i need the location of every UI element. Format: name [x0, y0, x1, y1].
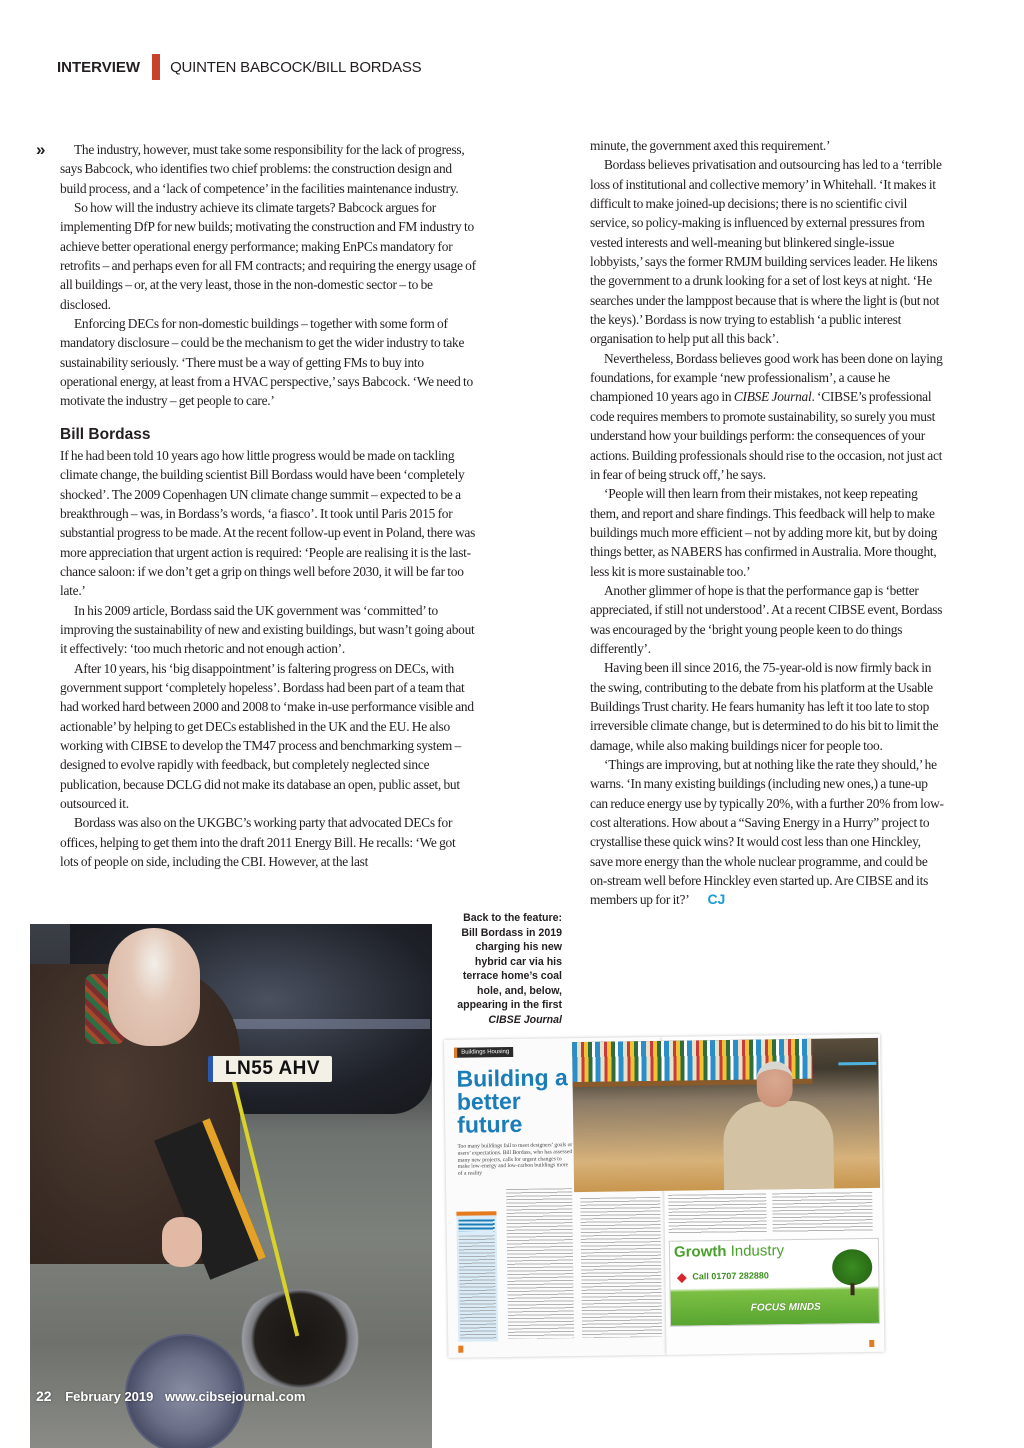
page-marker [869, 1340, 874, 1347]
main-photo [30, 924, 432, 1448]
number-plate: LN55 AHV [208, 1056, 332, 1082]
paragraph: In his 2009 article, Bordass said the UK government was ‘committed’ to improving the sustainability of new and existing buildings, but wasn’t going about it effectively: ‘too much rhetoric and not enough action’. [60, 602, 475, 657]
inset-body-text [668, 1193, 767, 1234]
inset-portrait-photo [572, 1038, 880, 1192]
inset-section-tag: Buildings Housing [454, 1047, 513, 1058]
paragraph: Bordass was also on the UKGBC’s working party that advocated DECs for offices, helping to get them into the draft 2011 Energy Bill. He recalls: ‘We got lots of people on side, including the CBI. However, at the last [60, 815, 456, 870]
paragraph: Enforcing DECs for non-domestic buildings – together with some form of mandatory disclosure – could be the mechanism to get the wider industry to take sustainability seriously. ‘There must be a way of getting FMs to buy into operational energy, at least from a HVAC perspective,’ says Babcock. ‘We need to motivate the industry – get people to care.’ [60, 316, 473, 409]
portrait-face [756, 1061, 793, 1107]
paragraph: Bordass believes privatisation and outsourcing has led to a ‘terrible loss of institutional and collective memory’ in Whitehall. ‘It makes it difficult to make joined-up decisions; there is no scientific civil service, so policy-making is influenced by external pressures from vested interests and well-meaning but blinkered single-issue lobbyists,’ says the former RMJM building services leader. He likens the government to a drunk looking for a set of lost keys at night. ‘He searches under the lamppost because that is where the light is (but not the keys).’ Bordass is now trying to establish ‘a public interest organisation to help put all this back’. [590, 157, 942, 347]
sidebar-text-lines [459, 1235, 496, 1339]
text-run: ‘Things are improving, but at nothing like the rate they should,’ he warns. ‘In many existing buildings (including new ones,) a tune-up can reduce energy use by typically 20%, with a further 20% from low-cost alterations. How about a “Saving Energy in a Hurry” project to crystallise these quick wins? It would cost less than one Hinckley, save more energy than the whole nuclear programme, and could be on-stream well before Hinckley even started up. Are CIBSE and its members up for it?’ [590, 757, 944, 908]
portrait-person [722, 1060, 834, 1192]
ad-title-rest: Industry [726, 1242, 785, 1260]
text-run: Nevertheless, Bordass believes good work has been done on laying foundations, for example ‘new professionalism’, a cause he championed 10 years ago in [590, 350, 943, 405]
ad-call-to-action: FOCUS MINDS [750, 1301, 821, 1314]
page-marker [458, 1346, 463, 1353]
photo-caption [448, 911, 562, 1027]
inset-body-text [506, 1188, 574, 1339]
ad-title [674, 1242, 784, 1261]
car-grille [230, 1019, 430, 1029]
inset-pull-quote [838, 1062, 877, 1117]
interview-subjects: QUINTEN BABCOCK/BILL BORDASS [170, 58, 422, 76]
inset-body-text [580, 1197, 662, 1338]
running-header [57, 54, 422, 80]
section-label: INTERVIEW [57, 58, 141, 76]
caption-publication: CIBSE Journal [488, 1013, 562, 1026]
growth-industry-ad [669, 1238, 880, 1327]
journal-url: www.cibsejournal.com [165, 1389, 306, 1404]
inset-magazine-spread [438, 1034, 885, 1370]
ad-phone: Call 01707 282880 [692, 1270, 769, 1282]
paragraph: So how will the industry achieve its climate targets? Babcock argues for implementing DfP for new builds; motivating the construction and FM industry to achieve better operational energy performance; making EnPCs mandatory for retrofits – and perhaps even for all FM contracts; and requiring the energy usage of all buildings – or, at the very least, those in the non-domestic sector – to be disclosed. [60, 200, 476, 312]
end-mark-logo: CJ [707, 891, 726, 908]
tree-icon [832, 1249, 872, 1286]
paragraph: If he had been told 10 years ago how little progress would be made on tackling climate change, the building scientist Bill Bordass would have been ‘completely shocked’. The 2009 Copenhagen UN climate change summit – expected to be a breakthrough – was, in Bordass’s words, ‘a fiasco’. It took until Paris 2015 for substantial progress to be made. At the recent follow-up event in Poland, there was more appreciation that urgent action is required: ‘People are realising it is the last-chance saloon: if we don’t get a grip on things well before 2030, it will be far too late.’ [60, 447, 476, 599]
text-run: . ‘CIBSE’s professional code requires members to promote sustainability, so surely you must understand how your buildings perform: the consequences of your actions. Building professionals should rise to the occasion, not just act in fear of being struck off,’ he says. [590, 389, 943, 482]
paragraph: After 10 years, his ‘big disappointment’ is faltering progress on DECs, with government support ‘completely hopeless’. Bordass had been part of a team that had worked hard between 2000 and 2008 to ‘make in-use performance visible and actionable’ by helping to get DECs established in the UK and the EU. He also working with CIBSE to develop the TM47 process and benchmarking system – designed to evolve rapidly with feedback, but completely neglected since publication, because DCLG did not make its database an open, public asset, but outsourced it. [60, 660, 474, 811]
inset-headline: Building a better future [456, 1064, 568, 1138]
coal-hole [235, 1289, 365, 1389]
continued-arrows-icon: » [36, 140, 46, 159]
paragraph [590, 349, 944, 484]
ad-title-bold: Growth [673, 1242, 727, 1261]
inset-body-text [772, 1192, 873, 1233]
paragraph [590, 755, 944, 910]
paragraph: The industry, however, must take some responsibility for the lack of progress, says Babcock, who identifies two chief problems: the construction design and build process, and a ‘lack of competence’ in the facilities maintenance industry. [60, 142, 465, 196]
sidebar-title-lines [459, 1219, 495, 1232]
paragraph: Having been ill since 2016, the 75-year-old is now firmly back in the swing, contributing to the debate from his platform at the Usable Buildings Trust charity. He fears humanity has left it too late to stop irreversible climate change, but is determined to do his bit to limit the damage, while also making buildings nicer for people too. [590, 660, 939, 753]
paragraph: minute, the government axed this requirement.’ [590, 138, 831, 153]
header-accent-bar [152, 54, 160, 80]
person-hand [162, 1217, 202, 1267]
issue-date: February 2019 [65, 1389, 154, 1404]
page-folio [36, 1387, 305, 1406]
right-column [590, 136, 944, 910]
tree-trunk [850, 1283, 854, 1295]
paragraph: ‘People will then learn from their mistakes, not keep repeating them, and report and share findings. This feedback will help to make buildings much more efficient – not by adding more kit, but by doing things better, as NABERS has confirmed in Australia. More thought, less kit is more sustainable too.’ [590, 486, 938, 579]
person-head [108, 928, 200, 1046]
left-column [36, 140, 476, 871]
portrait-body [723, 1100, 834, 1192]
inset-standfirst: Too many buildings fail to meet designers’ goals or users’ expectations. Bill Bordass, who has assessed many new projects, calls for urgent changes to make low-energy and low-carbon buildings more of a reality [457, 1142, 573, 1177]
inset-sidebar-box [456, 1211, 498, 1342]
mitsubishi-logo-icon [677, 1273, 687, 1283]
caption-text: Back to the feature: Bill Bordass in 2019 charging his new hybrid car via his terrace home’s coal hole, and, below, appearing in the first [457, 912, 562, 1011]
paragraph: Another glimmer of hope is that the performance gap is ‘better appreciated, if still not understood’. At a recent CIBSE event, Bordass was encouraged by the ‘bright young people keen to do things differently’. [590, 582, 943, 656]
page-number: 22 [36, 1388, 52, 1404]
publication-title: CIBSE Journal [733, 389, 812, 405]
subheading: Bill Bordass [60, 425, 151, 443]
